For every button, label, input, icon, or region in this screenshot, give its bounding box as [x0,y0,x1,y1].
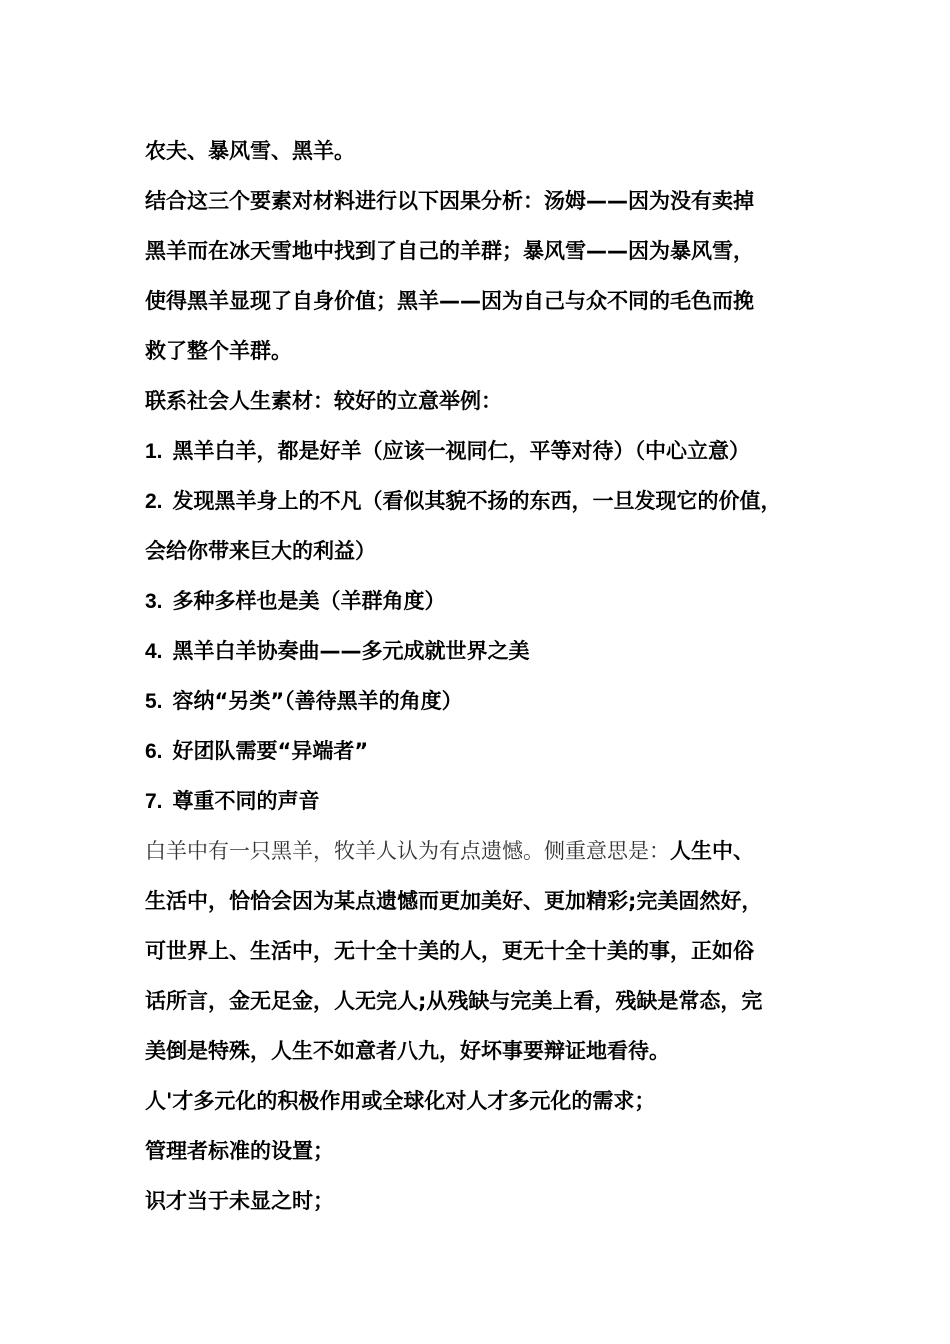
list-number: 2. [145,490,163,513]
text-line: 结合这三个要素对材料进行以下因果分析：汤姆——因为没有卖掉 [145,189,754,213]
list-item [145,436,845,467]
text-line: 农夫、暴风雪、黑羊。 [145,139,355,163]
text-line: 生活中，恰恰会因为某点遗憾而更加美好、更加精彩;完美固然好， [145,889,763,913]
text-line: 救了整个羊群。 [145,339,292,363]
paragraph-bold-start: 人生中、 [670,839,754,863]
list-item [145,686,845,717]
paragraph-start [145,836,845,866]
list-text: 黑羊白羊协奏曲——多元成就世界之美 [172,639,530,663]
list-text: 多种多样也是美（羊群角度） [172,589,446,613]
text-line: 人'才多元化的积极作用或全球化对人才多元化的需求； [145,1089,656,1113]
list-text: 会给你带来巨大的利益） [145,539,376,563]
list-number: 1. [145,440,163,463]
list-number: 7. [145,790,163,813]
text-line: 话所言，金无足金，人无完人;从残缺与完美上看，残缺是常态，完 [145,989,763,1013]
list-number: 5. [145,690,163,713]
list-item [145,736,845,767]
text-line: 识才当于未显之时； [145,1189,334,1213]
list-item [145,636,845,667]
list-number: 3. [145,590,163,613]
list-text: 发现黑羊身上的不凡（看似其貌不扬的东西，一旦发现它的价值， [172,489,782,513]
list-item [145,786,845,817]
list-number: 4. [145,640,163,663]
list-text: 好团队需要“异端者” [172,739,369,763]
list-text: 尊重不同的声音 [172,789,320,813]
text-line: 管理者标准的设置； [145,1139,334,1163]
list-item-continuation [145,536,845,566]
text-line: 使得黑羊显现了自身价值；黑羊——因为自己与众不同的毛色而挽 [145,289,754,313]
list-item [145,486,845,517]
list-text: 黑羊白羊，都是好羊（应该一视同仁，平等对待）（中心立意） [172,439,751,463]
list-text: 容纳“另类”（善待黑羊的角度） [172,689,463,713]
paragraph-intro: 白羊中有一只黑羊，牧羊人认为有点遗憾。侧重意思是： [145,839,670,863]
text-line: 美倒是特殊，人生不如意者八九，好坏事要辩证地看待。 [145,1039,670,1063]
text-line: 可世界上、生活中，无十全十美的人，更无十全十美的事，正如俗 [145,939,754,963]
list-number: 6. [145,740,163,763]
list-item [145,586,845,617]
text-line: 联系社会人生素材：较好的立意举例： [145,389,502,413]
text-line: 黑羊而在冰天雪地中找到了自己的羊群；暴风雪——因为暴风雪， [145,239,754,263]
